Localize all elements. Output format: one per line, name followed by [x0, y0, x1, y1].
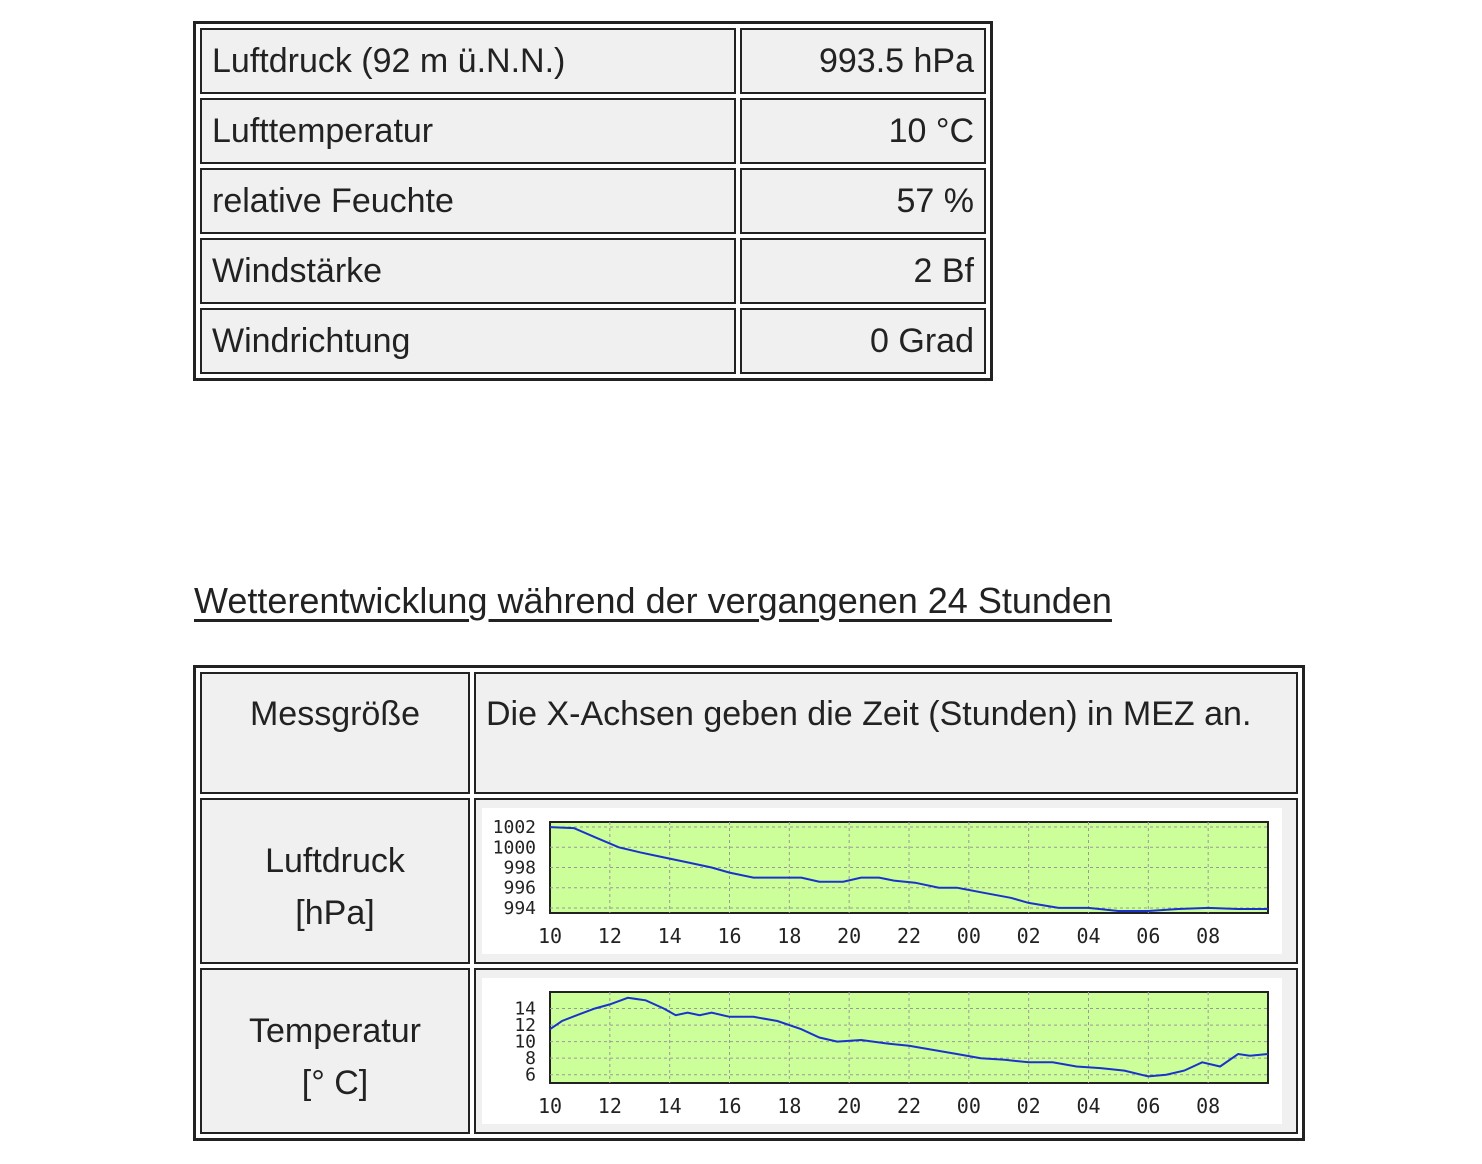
y-tick-label: 1000 — [492, 837, 536, 859]
x-tick-label: 20 — [837, 1094, 862, 1118]
x-tick-label: 08 — [1196, 924, 1221, 948]
column-header-quantity: Messgröße — [200, 672, 470, 794]
table-row — [200, 28, 986, 94]
humidity-label: relative Feuchte — [200, 168, 736, 234]
x-tick-label: 16 — [717, 924, 742, 948]
x-tick-label: 22 — [896, 1094, 922, 1118]
y-tick-label: 14 — [514, 998, 536, 1020]
temperature-value: 10 °C — [740, 98, 986, 164]
temperature-row-label-line1: Temperatur — [249, 1012, 421, 1050]
x-tick-label: 14 — [657, 924, 682, 948]
x-tick-label: 10 — [537, 1094, 563, 1118]
wind-direction-label: Windrichtung — [200, 308, 736, 374]
x-tick-label: 12 — [597, 924, 622, 948]
x-tick-label: 10 — [537, 924, 563, 948]
table-row — [200, 308, 986, 374]
x-tick-label: 04 — [1076, 924, 1101, 948]
pressure-row-label-line2: [hPa] — [295, 894, 375, 932]
x-tick-label: 12 — [597, 1094, 622, 1118]
x-tick-label: 20 — [837, 924, 862, 948]
x-tick-label: 18 — [777, 924, 802, 948]
table-row — [200, 98, 986, 164]
pressure-value: 993.5 hPa — [740, 28, 986, 94]
temperature-chart-cell — [474, 968, 1298, 1134]
x-tick-label: 00 — [956, 1094, 981, 1118]
column-header-note: Die X-Achsen geben die Zeit (Stunden) in MEZ an. — [474, 672, 1298, 794]
x-tick-label: 00 — [956, 924, 981, 948]
y-tick-label: 998 — [503, 857, 536, 879]
temperature-row-label-line2: [° C] — [301, 1064, 369, 1102]
history-table — [193, 665, 1305, 1141]
y-tick-label: 10 — [514, 1031, 536, 1053]
wind-strength-label: Windstärke — [200, 238, 736, 304]
x-tick-label: 22 — [896, 924, 922, 948]
temperature-label: Lufttemperatur — [200, 98, 736, 164]
y-tick-label: 1002 — [492, 817, 536, 839]
x-tick-label: 14 — [657, 1094, 682, 1118]
table-row — [200, 238, 986, 304]
pressure-row-label — [200, 798, 470, 964]
humidity-value: 57 % — [740, 168, 986, 234]
x-tick-label: 04 — [1076, 1094, 1101, 1118]
pressure-row-label-line1: Luftdruck — [265, 842, 405, 880]
x-tick-label: 18 — [777, 1094, 802, 1118]
x-tick-label: 08 — [1196, 1094, 1221, 1118]
x-tick-label: 06 — [1136, 1094, 1161, 1118]
table-row — [200, 168, 986, 234]
wind-direction-value: 0 Grad — [740, 308, 986, 374]
y-tick-label: 994 — [503, 897, 536, 919]
x-tick-label: 16 — [717, 1094, 742, 1118]
y-tick-label: 996 — [503, 877, 536, 899]
temperature-chart — [482, 978, 1282, 1124]
current-values-table — [193, 21, 993, 381]
x-tick-label: 06 — [1136, 924, 1161, 948]
table-row — [200, 672, 1298, 794]
table-row — [200, 798, 1298, 964]
history-heading-link[interactable]: Wetterentwicklung während der vergangenen 24 Stunden — [194, 580, 1112, 621]
temperature-row-label — [200, 968, 470, 1134]
wind-strength-value: 2 Bf — [740, 238, 986, 304]
y-tick-label: 12 — [514, 1015, 536, 1037]
x-tick-label: 02 — [1016, 1094, 1041, 1118]
y-tick-label: 8 — [525, 1048, 536, 1070]
pressure-chart — [482, 808, 1282, 954]
table-row — [200, 968, 1298, 1134]
pressure-label: Luftdruck (92 m ü.N.N.) — [200, 28, 736, 94]
pressure-chart-cell — [474, 798, 1298, 964]
y-tick-label: 6 — [525, 1064, 536, 1086]
x-tick-label: 02 — [1016, 924, 1041, 948]
